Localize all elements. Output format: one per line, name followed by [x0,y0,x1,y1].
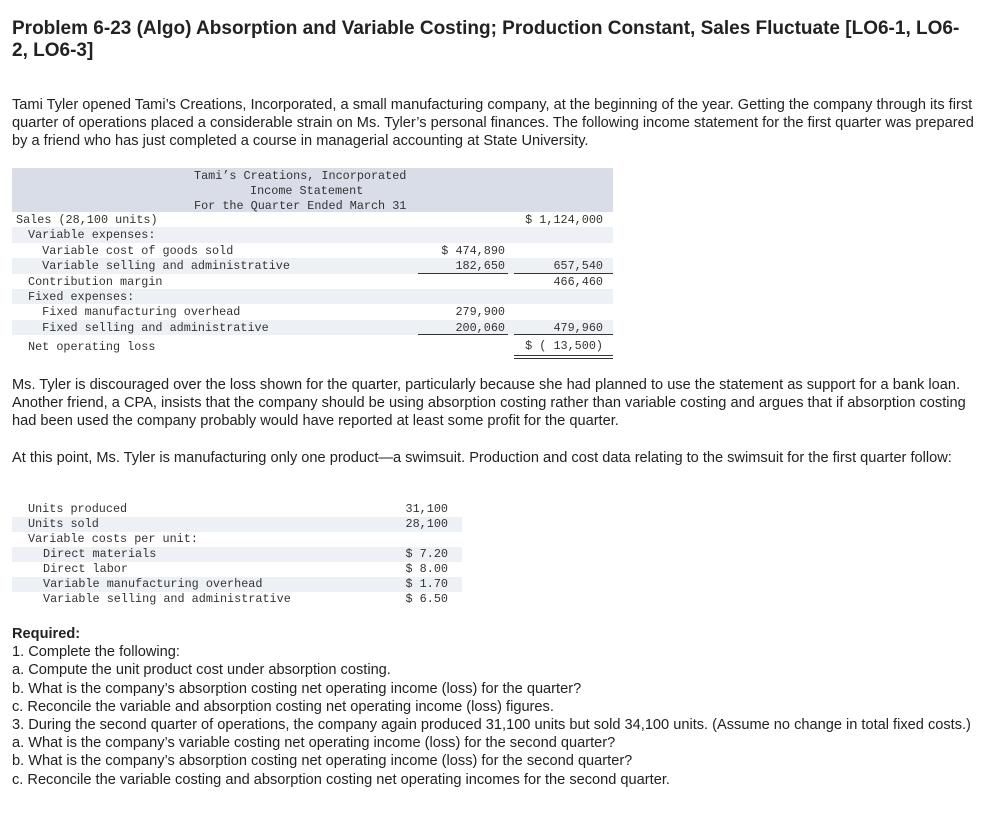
production-data-table [12,502,462,607]
table-row: Units produced 31,100 [28,502,448,516]
table-row: Fixed selling and administrative 200,060 479,960 [12,320,613,335]
table-row: Contribution margin 466,460 [28,274,603,289]
problem-title: Problem 6-23 (Algo) Absorption and Variable Costing; Production Constant, Sales Fluctuate [LO6-1, LO6-2, LO6-3] [12,18,960,61]
double-underline [514,358,613,359]
table-row: Fixed manufacturing overhead 279,900 [28,305,505,320]
required-item: a. Compute the unit product cost under absorption costing. [12,662,391,679]
table-row: Variable expenses: [12,227,613,242]
table-row: Variable cost of goods sold $ 474,890 [28,243,505,258]
statement-name: Income Statement [250,184,364,198]
required-section [12,625,987,789]
table-row: Variable selling and administrative $ 6.50 [43,592,448,606]
required-item: c. Reconcile the variable costing and absorption costing net operating incomes for the second quarter. [12,771,670,788]
required-item: a. What is the company’s variable costing net operating income (loss) for the second quarter? [12,735,616,752]
required-item: c. Reconcile the variable and absorption costing net operating income (loss) figures. [12,698,554,715]
required-item: b. What is the company’s absorption costing net operating income (loss) for the second quarter? [12,753,633,770]
table-row: Variable costs per unit: [28,532,198,546]
paragraph-3: At this point, Ms. Tyler is manufacturing only one product—a swimsuit. Production and cost data relating to the swimsuit for the first quarter follow: [12,450,952,466]
income-statement-table [12,168,613,355]
table-row: Direct labor $ 8.00 [43,562,448,576]
table-row: Sales (28,100 units) $ 1,124,000 [16,213,603,227]
table-row: Fixed expenses: [12,289,613,304]
table-row: Variable manufacturing overhead $ 1.70 [12,577,462,592]
required-heading: Required: [12,626,81,642]
income-statement-header [12,168,613,212]
table-row: Variable selling and administrative 182,650 657,540 [12,258,613,273]
company-name: Tami’s Creations, Incorporated [194,169,407,183]
table-row: Units sold 28,100 [12,517,462,532]
double-underline [514,355,613,356]
statement-period: For the Quarter Ended March 31 [194,199,407,213]
required-item: b. What is the company’s absorption costing net operating income (loss) for the quarter? [12,680,582,697]
required-item: 3. During the second quarter of operations, the company again produced 31,100 units but sold 34,100 units. (Assume no change in total fixed costs.) [12,717,971,734]
table-row: Net operating loss $ ( 13,500) [12,335,613,355]
intro-paragraph: Tami Tyler opened Tami’s Creations, Incorporated, a small manufacturing company, at the beginning of the year. Getting the company through its first quarter of operations placed a considerable strain on Ms. Tyler’s personal finances. The following income statement for the first quarter was prepared by a friend who has just completed a course in managerial accounting at State University. [12,97,974,149]
table-row: Direct materials $ 7.20 [12,547,462,562]
paragraph-2: Ms. Tyler is discouraged over the loss shown for the quarter, particularly because she had planned to use the statement as support for a bank loan. Another friend, a CPA, insists that the company should be using absorption costing rather than variable costing and argues that if absorption costing had been used the company probably would have reported at least some profit for the quarter. [12,377,966,429]
required-item: 1. Complete the following: [12,644,180,661]
